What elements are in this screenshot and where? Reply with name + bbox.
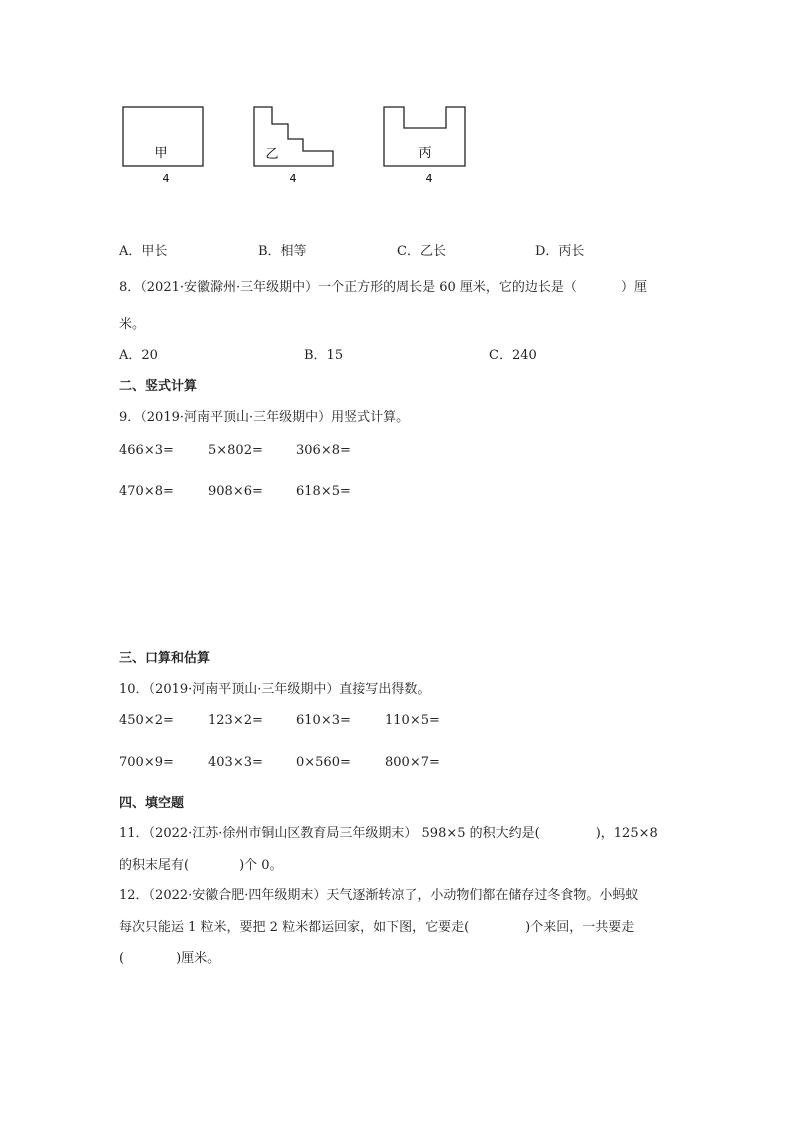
q7-option-c[interactable]: C．乙长 <box>397 244 446 259</box>
figure-jia <box>123 107 203 185</box>
q10-item-4: 110×5= <box>385 713 440 728</box>
section-title-2: 二、竖式计算 <box>119 379 198 394</box>
q10-item-6: 403×3= <box>208 755 263 770</box>
q8-option-c[interactable]: C．240 <box>489 348 537 363</box>
q11-line2b: )个 0。 <box>239 858 283 873</box>
q9-item-3: 306×8= <box>296 443 351 458</box>
figure-bing-dim: 4 <box>425 172 433 185</box>
figure-yi-dim: 4 <box>289 172 297 185</box>
q11-line2 <box>119 854 283 873</box>
q12-line2a: 每次只能运 1 粒米，要把 2 粒米都运回家，如下图，它要走( <box>119 920 470 935</box>
q8-line2: 米。 <box>119 317 146 332</box>
q9-item-5: 908×6= <box>208 484 263 499</box>
q10-question: 10．（2019·河南平顶山·三年级期中）直接写出得数。 <box>119 682 431 697</box>
q10-item-2: 123×2= <box>208 713 263 728</box>
q11-part2: )，125×8 <box>595 826 658 841</box>
q12-line2 <box>119 916 634 935</box>
q10-item-3: 610×3= <box>296 713 351 728</box>
q9-item-2: 5×802= <box>208 443 263 458</box>
q9-item-1: 466×3= <box>119 443 174 458</box>
q10-item-5: 700×9= <box>119 755 174 770</box>
q8-prefix: 8．（2021·安徽滁州·三年级期中）一个正方形的周长是 60 厘米，它的边长是（ <box>119 280 577 295</box>
section-title-3: 三、口算和估算 <box>119 651 211 666</box>
q8-option-a[interactable]: A．20 <box>119 348 158 363</box>
q7-option-a[interactable]: A．甲长 <box>119 244 168 259</box>
q8-option-b[interactable]: B．15 <box>304 348 344 363</box>
q12-line3 <box>119 947 220 966</box>
figure-bing <box>384 107 465 185</box>
q7-option-d[interactable]: D．丙长 <box>535 244 585 259</box>
figure-jia-dim: 4 <box>162 172 170 185</box>
figure-jia-label: 甲 <box>154 146 168 161</box>
figure-yi <box>254 107 333 185</box>
q11-line1 <box>119 822 658 841</box>
q10-item-7: 0×560= <box>296 755 351 770</box>
q12-line3a: ( <box>119 951 125 966</box>
figure-bing-label: 丙 <box>418 146 432 161</box>
q11-line2a: 的积末尾有( <box>119 858 190 873</box>
q10-item-1: 450×2= <box>119 713 174 728</box>
q9-item-4: 470×8= <box>119 484 174 499</box>
q8-question <box>119 276 647 295</box>
figure-yi-label: 乙 <box>265 147 279 162</box>
q10-item-8: 800×7= <box>385 755 440 770</box>
q12-line2b: )个来回，一共要走 <box>525 920 635 935</box>
q9-question: 9．（2019·河南平顶山·三年级期中）用竖式计算。 <box>119 410 410 425</box>
q9-item-6: 618×5= <box>296 484 351 499</box>
q12-line1: 12．（2022·安徽合肥·四年级期末）天气逐渐转凉了，小动物们都在储存过冬食物。小蚂蚁 <box>119 888 639 903</box>
section-title-4: 四、填空题 <box>119 796 185 811</box>
q8-suffix: ）厘 <box>620 280 647 295</box>
q12-line3b: )厘米。 <box>176 951 221 966</box>
q11-part1: 11．（2022·江苏·徐州市铜山区教育局三年级期末） 598×5 的积大约是( <box>119 826 540 841</box>
shape-figures <box>0 0 794 200</box>
q7-option-b[interactable]: B．相等 <box>258 244 307 259</box>
